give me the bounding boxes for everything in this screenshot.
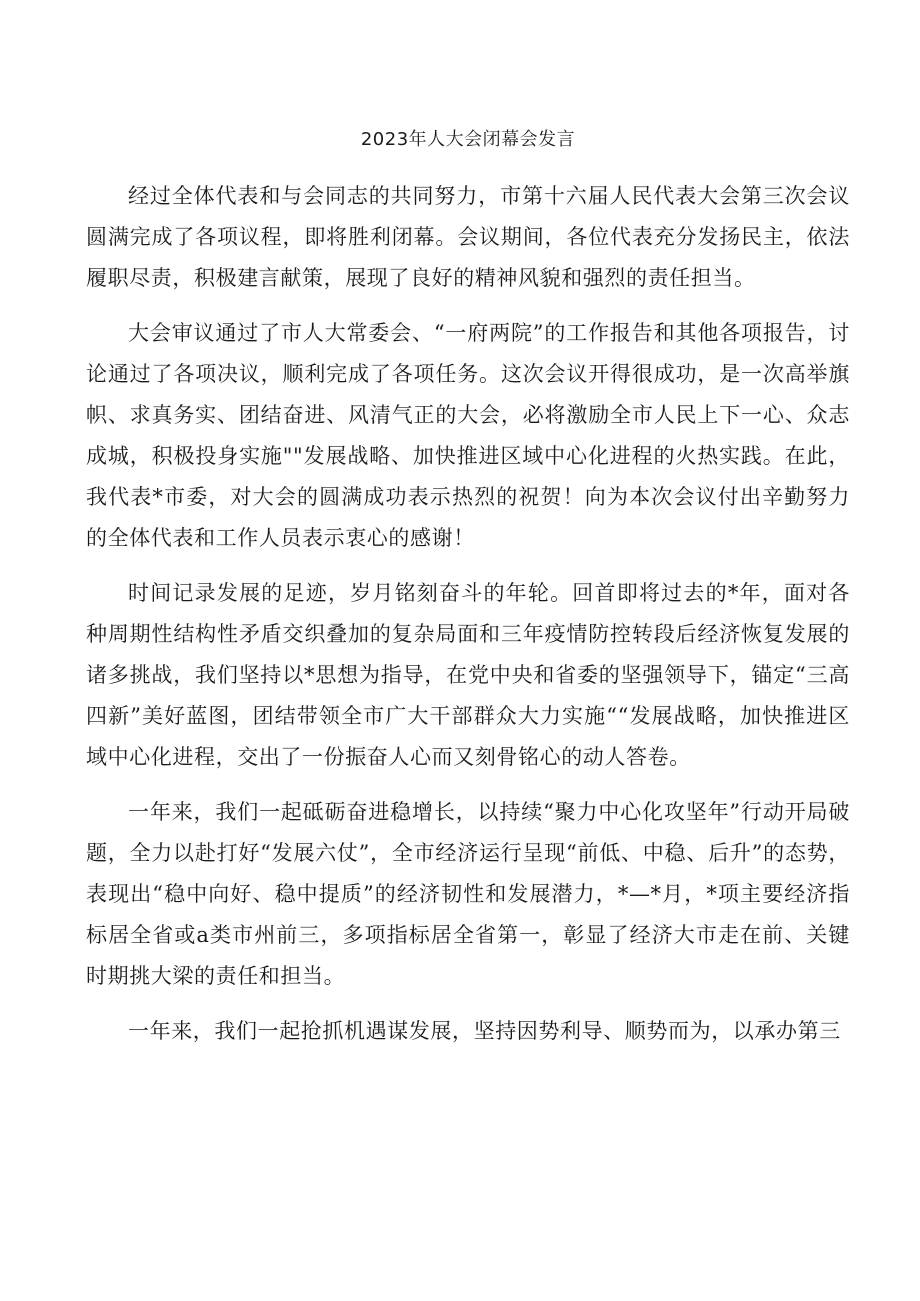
paragraph-2: 大会审议通过了市人大常委会、“一府两院”的工作报告和其他各项报告，讨论通过了各项决议，顺利完成了各项任务。这次会议开得很成功，是一次高举旗帜、求真务实、团结奋进、风清气正的大会，必将激励全市人民上下一心、众志成城，积极投身实施""发展战略、加快推进区域中心化进程的火热实践。在此，我代表*市委，对大会的圆满成功表示热烈的祝贺！向为本次会议付出辛勤努力的全体代表和工作人员表示衷心的感谢！ xyxy=(86,321,850,550)
paragraph-1: 经过全体代表和与会同志的共同努力，市第十六届人民代表大会第三次会议圆满完成了各项议程，即将胜利闭幕。会议期间，各位代表充分发扬民主，依法履职尽责，积极建言献策，展现了良好的精神风貌和强烈的责任担当。 xyxy=(86,184,850,290)
paragraph-3: 时间记录发展的足迹，岁月铭刻奋斗的年轮。回首即将过去的*年，面对各种周期性结构性矛盾交织叠加的复杂局面和三年疫情防控转段后经济恢复发展的诸多挑战，我们坚持以*思想为指导，在党中央和省委的坚强领导下，锚定“三高四新”美好蓝图，团结带领全市广大干部群众大力实施““发展战略，加快推进区域中心化进程，交出了一份振奋人心而又刻骨铭心的动人答卷。 xyxy=(86,581,850,769)
paragraph-5: 一年来，我们一起抢抓机遇谋发展，坚持因势利导、顺势而为，以承办第三 xyxy=(128,1019,841,1043)
document-title: 2023年人大会闭幕会发言 xyxy=(360,129,576,150)
paragraph-4: 一年来，我们一起砥砺奋进稳增长，以持续“聚力中心化攻坚年”行动开局破题，全力以赴打好“发展六仗”，全市经济运行呈现“前低、中稳、后升”的态势，表现出“稳中向好、稳中提质”的经济韧性和发展潜力，*—*月，*项主要经济指标居全省或a类市州前三，多项指标居全省第一，彰显了经济大市走在前、关键时期挑大梁的责任和担当。 xyxy=(86,800,850,988)
